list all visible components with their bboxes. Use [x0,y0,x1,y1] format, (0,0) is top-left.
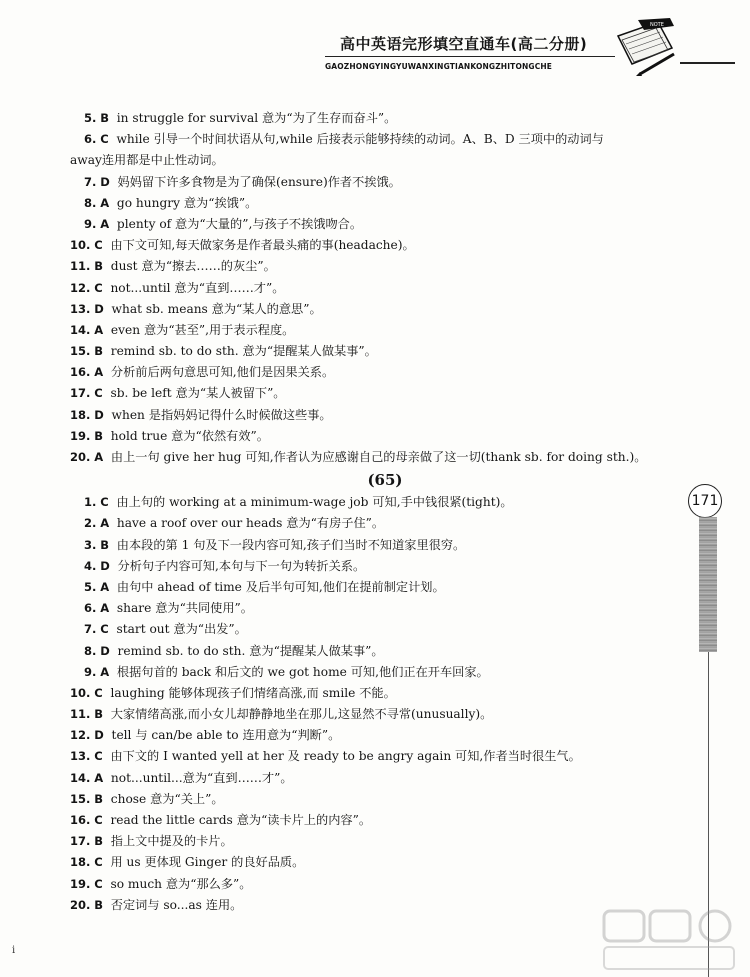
answer-letter: C [94,238,103,253]
answer-line [70,874,700,895]
answer-explanation: chose 意为“关上”。 [110,791,224,806]
answer-explanation: remind sb. to do sth. 意为“提醒某人做某事”。 [117,643,384,658]
answer-line [70,831,700,852]
question-number: 13. [70,749,91,764]
answer-explanation: go hungry 意为“挨饿”。 [116,195,258,210]
answer-letter: A [100,601,110,616]
answer-letter: B [100,537,110,552]
question-number: 9. [84,664,97,679]
answer-letter: A [94,365,104,380]
answer-letter: B [100,111,110,125]
answer-explanation: not...until 意为“直到……才”。 [110,280,285,295]
answer-line [70,405,700,426]
answer-letter: B [94,897,104,912]
answer-explanation: dust 意为“擦去……的灰尘”。 [110,259,276,274]
answer-letter: D [94,301,104,316]
answer-letter: B [94,707,104,722]
answer-letter: A [94,322,104,337]
answer-explanation: 由下文的 I wanted yell at her 及 ready to be angry again 可知,作者当时很生气。 [110,749,581,764]
question-number: 5. [84,579,97,594]
book-art-label: NOTE [650,22,664,28]
question-number: 17. [70,834,91,849]
answer-explanation: 分析句子内容可知,本句与下一句为转折关系。 [117,558,366,573]
answer-line [70,129,700,150]
answer-letter: D [100,174,110,189]
question-number: 13. [70,301,91,316]
answer-explanation: not...until...意为“直到……才”。 [110,770,293,785]
question-number: 7. [84,622,97,637]
question-number: 16. [70,813,91,827]
answer-letter: A [100,216,110,231]
answer-line [70,193,700,214]
answer-letter: C [100,132,109,147]
watermark-logo [600,905,740,975]
answer-letter: B [94,344,104,359]
answer-line [70,214,700,235]
answer-explanation: 由句中 ahead of time 及后半句可知,他们在提前制定计划。 [116,579,445,594]
answer-line [70,556,700,577]
answer-line [70,535,700,556]
book-title: 高中英语完形填空直通车(高二分册) [340,35,588,53]
answer-explanation: 由上句的 working at a minimum-wage job 可知,手中钱很紧(tight)。 [116,495,513,510]
answer-line [70,662,700,683]
answer-explanation: 根据句首的 back 和后文的 we got home 可知,他们正在开车回家。 [116,664,489,679]
answer-group-65 [70,492,700,916]
answer-line [70,513,700,534]
answer-letter: C [94,876,103,891]
answer-group-64 [70,108,700,468]
answer-explanation: 指上文中提及的卡片。 [110,834,233,849]
answer-letter: D [94,728,104,743]
answer-letter: C [100,622,109,637]
answer-letter: D [94,407,104,422]
answer-line [70,704,700,725]
answer-letter: A [100,579,110,594]
question-number: 5. [84,111,97,125]
answer-letter: A [100,664,110,679]
answer-line [70,320,700,341]
question-number: 11. [70,259,91,274]
question-number: 8. [84,195,97,210]
question-number: 6. [84,132,97,147]
answer-explanation: in struggle for survival 意为“为了生存而奋斗”。 [116,111,397,125]
answer-explanation: start out 意为“出发”。 [116,622,247,637]
question-number: 6. [84,601,97,616]
question-number: 8. [84,643,97,658]
answer-explanation: away连用都是中止性动词。 [70,153,224,168]
question-number: 4. [84,558,97,573]
question-number: 14. [70,770,91,785]
header-rule [325,56,615,57]
answer-line [70,746,700,767]
question-number: 19. [70,428,91,443]
answer-line [70,641,700,662]
answer-line [70,683,700,704]
answer-letter: C [94,386,103,401]
answer-explanation: share 意为“共同使用”。 [116,601,253,616]
question-number: 15. [70,791,91,806]
answer-line [70,235,700,256]
answer-line [70,852,700,873]
question-number: 2. [84,516,97,531]
header-rule-right [680,62,735,64]
answer-line [70,577,700,598]
answer-line [70,492,700,513]
side-decoration-bar [699,517,717,652]
answer-explanation: hold true 意为“依然有效”。 [110,428,269,443]
question-number: 17. [70,386,91,401]
answer-letter: D [100,643,110,658]
answer-explanation: while 引导一个时间状语从句,while 后接表示能够持续的动词。A、B、D 三项中的动词与 [116,132,604,147]
question-number: 7. [84,174,97,189]
question-number: 20. [70,897,91,912]
answer-explanation: 妈妈留下许多食物是为了确保(ensure)作者不挨饿。 [117,174,401,189]
answer-explanation: 由上一句 give her hug 可知,作者认为应感谢自己的母亲做了这一切(thank sb. for doing sth.)。 [110,450,647,464]
corner-mark: i [12,945,16,956]
question-number: 11. [70,707,91,722]
question-number: 14. [70,322,91,337]
question-number: 12. [70,728,91,743]
book-title-pinyin: GAOZHONGYINGYUWANXINGTIANKONGZHITONGCHE [325,62,553,71]
question-number: 10. [70,685,91,700]
question-number: 18. [70,407,91,422]
answer-explanation: plenty of 意为“大量的”,与孩子不挨饿吻合。 [116,216,363,231]
answer-letter: D [100,558,110,573]
question-number: 15. [70,344,91,359]
answer-list [70,108,700,916]
answer-letter: C [94,685,103,700]
answer-line [70,150,700,171]
answer-explanation: 分析前后两句意思可知,他们是因果关系。 [110,365,335,380]
answer-line [70,768,700,789]
question-number: 3. [84,537,97,552]
answer-line [70,810,700,831]
answer-letter: A [100,516,110,531]
answer-letter: C [94,749,103,764]
answer-explanation: 否定词与 so...as 连用。 [110,897,243,912]
answer-line [70,362,700,383]
answer-line [70,108,700,129]
answer-explanation: so much 意为“那么多”。 [110,876,252,891]
answer-letter: B [94,428,104,443]
answer-line [70,172,700,193]
answer-letter: C [94,280,103,295]
answer-line [70,341,700,362]
answer-explanation: 由本段的第 1 句及下一段内容可知,孩子们当时不知道家里很穷。 [116,537,466,552]
answer-explanation: sb. be left 意为“某人被留下”。 [110,386,286,401]
answer-letter: C [94,855,103,870]
answer-explanation: laughing 能够体现孩子们情绪高涨,而 smile 不能。 [110,685,396,700]
answer-letter: B [94,834,104,849]
section-title: (65) [367,471,403,490]
answer-line [70,789,700,810]
question-number: 9. [84,216,97,231]
answer-letter: C [100,495,109,510]
notebook-pencil-icon [610,18,680,78]
question-number: 20. [70,450,91,464]
answer-line [70,256,700,277]
answer-explanation: tell 与 can/be able to 连用意为“判断”。 [111,728,341,743]
answer-letter: A [94,450,104,464]
question-number: 10. [70,238,91,253]
answer-letter: A [94,770,104,785]
answer-line [70,598,700,619]
answer-letter: A [100,195,110,210]
answer-explanation: remind sb. to do sth. 意为“提醒某人做某事”。 [110,344,377,359]
answer-explanation: when 是指妈妈记得什么时候做这些事。 [111,407,332,422]
answer-explanation: 用 us 更体现 Ginger 的良好品质。 [110,855,305,870]
question-number: 18. [70,855,91,870]
question-number: 1. [84,495,97,510]
answer-explanation: read the little cards 意为“读卡片上的内容”。 [110,813,372,827]
answer-explanation: 由下文可知,每天做家务是作者最头痛的事(headache)。 [110,238,415,253]
answer-letter: C [94,813,103,827]
answer-letter: B [94,259,104,274]
answer-explanation: what sb. means 意为“某人的意思”。 [111,301,322,316]
answer-line [70,383,700,404]
answer-line [70,725,700,746]
question-number: 19. [70,876,91,891]
question-number: 12. [70,280,91,295]
answer-line [70,299,700,320]
question-number: 16. [70,365,91,380]
answer-explanation: even 意为“甚至”,用于表示程度。 [110,322,295,337]
answer-line [70,426,700,447]
answer-explanation: 大家情绪高涨,而小女儿却静静地坐在那儿,这显然不寻常(unusually)。 [110,707,493,722]
answer-line [70,619,700,640]
answer-explanation: have a roof over our heads 意为“有房子住”。 [116,516,385,531]
page-header [0,0,750,95]
answer-letter: B [94,791,104,806]
page-number-badge: 171 [688,484,722,518]
answer-line [70,447,700,468]
answer-line [70,278,700,299]
